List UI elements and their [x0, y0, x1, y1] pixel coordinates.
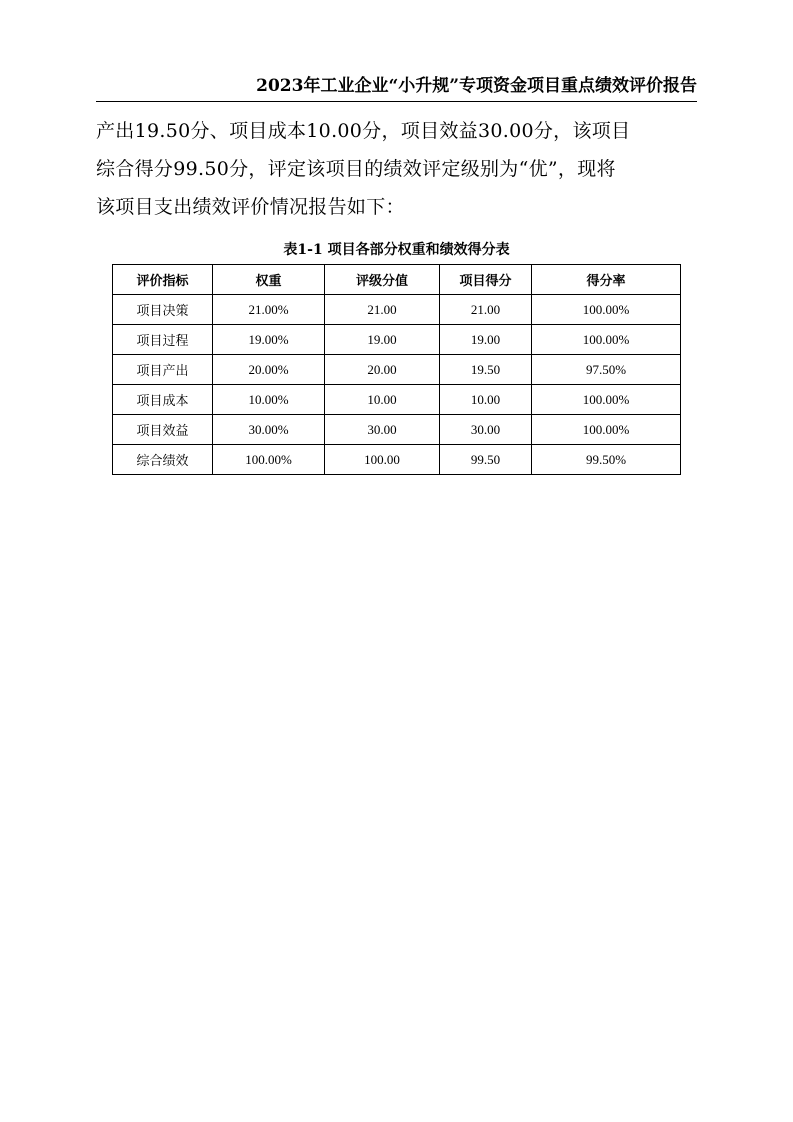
table-cell: 19.00: [440, 325, 532, 355]
column-header: 得分率: [532, 265, 681, 295]
body-paragraph: [96, 112, 697, 226]
table-cell: 30.00%: [213, 415, 325, 445]
table-row: [113, 385, 681, 415]
page-header: 2023年工业企业“小升规”专项资金项目重点绩效评价报告: [256, 76, 697, 96]
table-row: [113, 415, 681, 445]
table-cell: 100.00%: [532, 415, 681, 445]
column-header: 评价指标: [113, 265, 213, 295]
table-cell: 项目决策: [113, 295, 213, 325]
table-cell: 100.00: [325, 445, 440, 475]
table-cell: 19.50: [440, 355, 532, 385]
table-cell: 20.00: [325, 355, 440, 385]
column-header: 评级分值: [325, 265, 440, 295]
table-cell: 21.00%: [213, 295, 325, 325]
table-cell: 99.50: [440, 445, 532, 475]
table-cell: 19.00: [325, 325, 440, 355]
table-cell: 综合绩效: [113, 445, 213, 475]
table-cell: 100.00%: [532, 385, 681, 415]
body-line: 该项目支出绩效评价情况报告如下：: [96, 196, 405, 218]
table-cell: 项目过程: [113, 325, 213, 355]
table-cell: 10.00: [325, 385, 440, 415]
table-cell: 项目效益: [113, 415, 213, 445]
table-cell: 21.00: [440, 295, 532, 325]
table-header-row: [113, 265, 681, 295]
table-cell: 10.00: [440, 385, 532, 415]
table-cell: 97.50%: [532, 355, 681, 385]
table-caption: 表1-1 项目各部分权重和绩效得分表: [283, 242, 510, 258]
column-header: 项目得分: [440, 265, 532, 295]
score-table: [112, 264, 681, 475]
table-cell: 100.00%: [213, 445, 325, 475]
table-cell: 100.00%: [532, 295, 681, 325]
table-cell: 19.00%: [213, 325, 325, 355]
table-cell: 10.00%: [213, 385, 325, 415]
table-cell: 99.50%: [532, 445, 681, 475]
table-row: [113, 295, 681, 325]
table-cell: 30.00: [440, 415, 532, 445]
table-row: [113, 445, 681, 475]
table-cell: 30.00: [325, 415, 440, 445]
table-row: [113, 355, 681, 385]
table-cell: 20.00%: [213, 355, 325, 385]
table-cell: 100.00%: [532, 325, 681, 355]
table-row: [113, 325, 681, 355]
table-cell: 21.00: [325, 295, 440, 325]
column-header: 权重: [213, 265, 325, 295]
table-cell: 项目产出: [113, 355, 213, 385]
header-divider: [96, 101, 697, 102]
body-line: 综合得分99.50分，评定该项目的绩效评定级别为“优”，现将: [96, 158, 616, 180]
table-cell: 项目成本: [113, 385, 213, 415]
body-line: 产出19.50分、项目成本10.00分，项目效益30.00分，该项目: [96, 120, 631, 142]
